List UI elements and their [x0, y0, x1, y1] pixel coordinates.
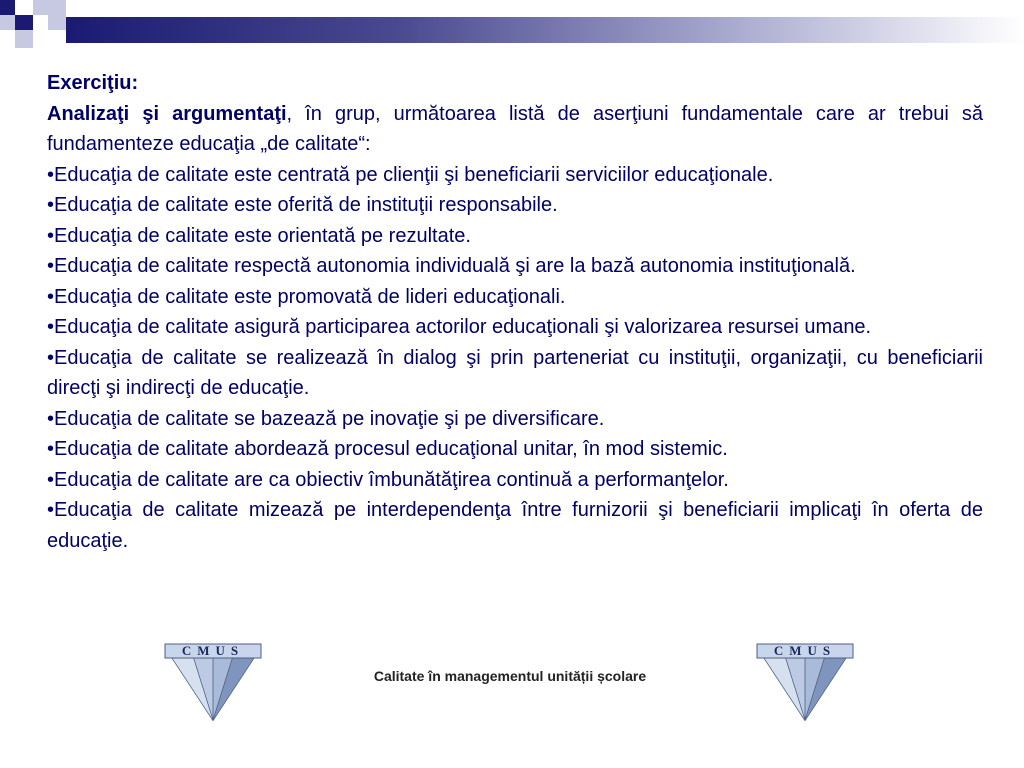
- logo-lettering: CMUS: [773, 643, 837, 658]
- list-item: • Educaţia de calitate abordează procesul educaţional unitar, în mod sistemic.: [47, 434, 983, 465]
- corner-square: [0, 15, 15, 30]
- intro-bold-text: Analizaţi şi argumentaţi: [47, 102, 287, 125]
- corner-square: [15, 0, 33, 15]
- corner-square: [33, 30, 51, 48]
- list-item: • Educaţia de calitate este orientată pe rezultate.: [47, 221, 983, 252]
- logo-lettering: CMUS: [181, 643, 245, 658]
- intro-paragraph: [47, 99, 983, 160]
- exercise-heading: Exerciţiu:: [47, 72, 139, 94]
- list-item: • Educaţia de calitate asigură participarea actorilor educaţionali şi valorizarea resursei umane.: [47, 312, 983, 343]
- corner-square: [0, 0, 15, 15]
- list-item: • Educaţia de calitate este oferită de instituţii responsabile.: [47, 190, 983, 221]
- corner-square: [15, 15, 33, 30]
- cmus-logo: [755, 640, 855, 722]
- cmus-logo: [163, 640, 263, 722]
- bullet-list: [47, 160, 983, 557]
- footer-caption: Calitate în managementul unității școlare: [373, 668, 647, 684]
- corner-square: [15, 30, 33, 48]
- intro-text: , în grup, următoarea listă de aserţiuni fundamentale care ar trebui să fundamenteze educaţia „de calitate“:: [47, 102, 983, 155]
- list-item: • Educaţia de calitate este centrată pe clienţii şi beneficiarii serviciilor educaţionale.: [47, 160, 983, 191]
- list-item: • Educaţia de calitate este promovată de lideri educaţionali.: [47, 282, 983, 313]
- corner-square: [33, 15, 48, 30]
- list-item: • Educaţia de calitate mizează pe interdependenţa între furnizorii şi beneficiarii implicaţi în oferta de educaţie.: [47, 495, 983, 556]
- slide-content: [47, 68, 983, 556]
- list-item: • Educaţia de calitate se bazează pe inovaţie şi pe diversificare.: [47, 404, 983, 435]
- diamond-logo-icon: [755, 640, 855, 722]
- list-item: • Educaţia de calitate are ca obiectiv îmbunătăţirea continuă a performanţelor.: [47, 465, 983, 496]
- list-item: • Educaţia de calitate se realizează în dialog şi prin parteneriat cu instituţii, organizaţii, cu beneficiarii direcţi şi indirecţi de educaţie.: [47, 343, 983, 404]
- list-item: • Educaţia de calitate respectă autonomia individuală şi are la bază autonomia instituţională.: [47, 251, 983, 282]
- corner-square: [33, 0, 66, 15]
- corner-square: [48, 15, 66, 30]
- diamond-logo-icon: [163, 640, 263, 722]
- header-gradient-bar: [66, 17, 1024, 43]
